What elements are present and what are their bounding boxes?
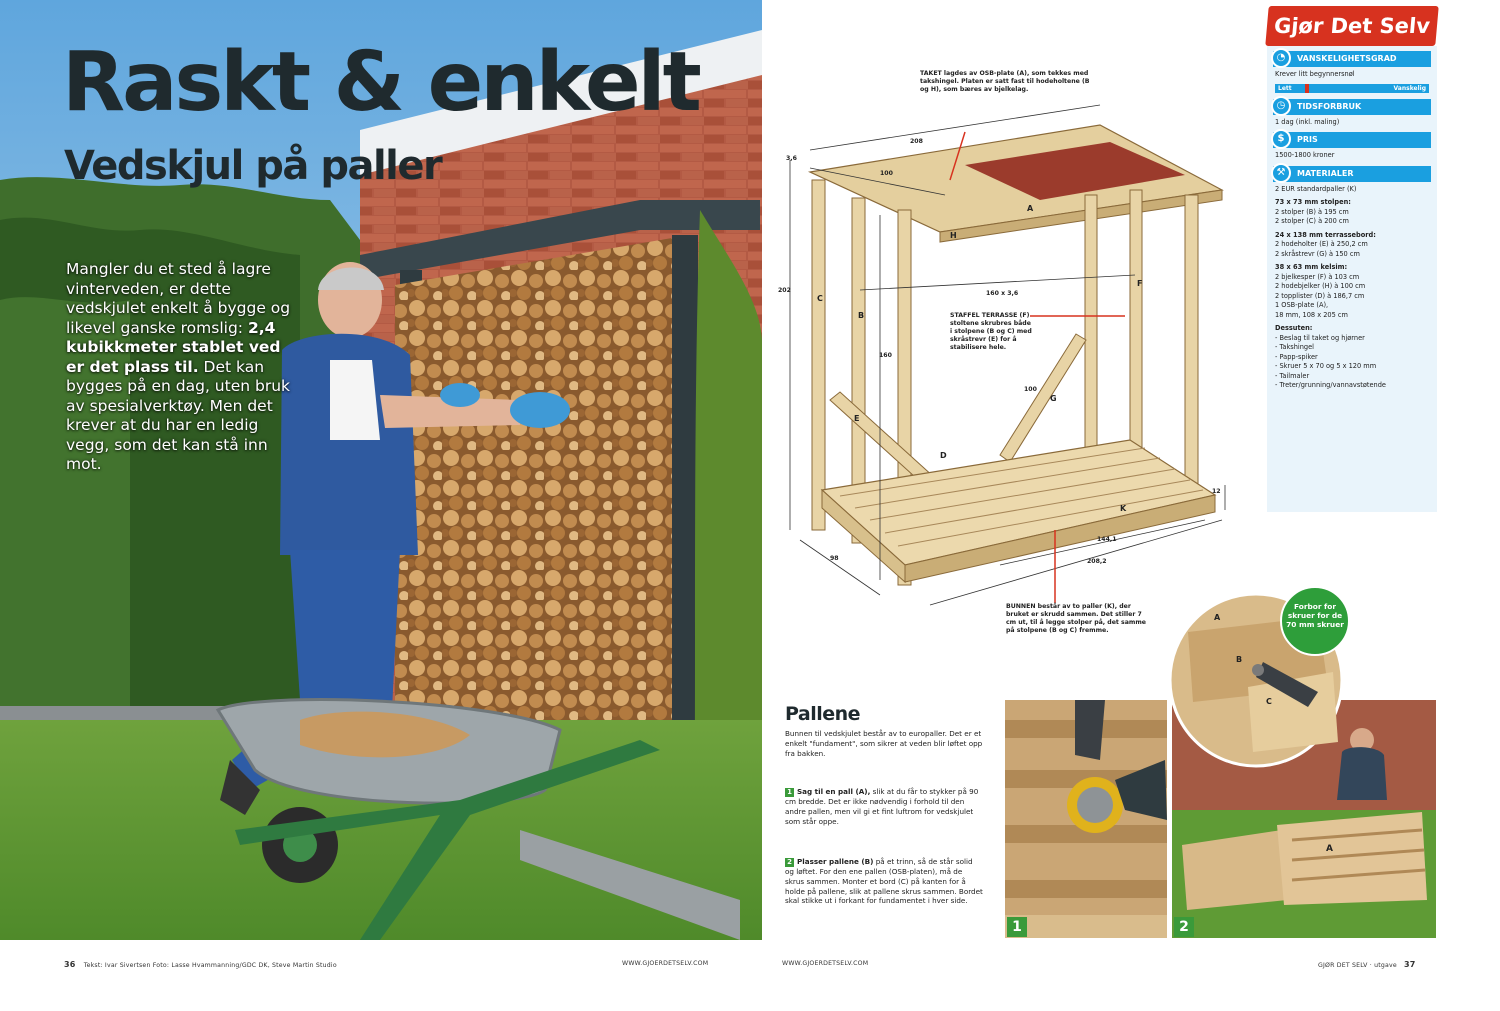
- step-1: [785, 787, 983, 826]
- step-2: [785, 857, 983, 906]
- materials-item: 18 mm, 108 x 205 cm: [1275, 310, 1348, 319]
- materials-item: - Beslag til taket og hjørner: [1275, 333, 1365, 342]
- part-label-e: E: [854, 414, 860, 423]
- inset-label-a: A: [1214, 613, 1221, 622]
- part-label-f: F: [1137, 279, 1143, 288]
- callout-frame: STAFFEL TERRASSE (F) stoltene skrubres både i stolpene (B og C) med skråstrevr (E) for å stabilisere hele.: [950, 312, 1032, 351]
- coin-icon: $: [1271, 129, 1291, 149]
- dim-depth-bottom: 98: [830, 555, 839, 562]
- difficulty-text: Krever litt begynnersnøl: [1275, 70, 1355, 78]
- difficulty-bar: [1275, 84, 1429, 93]
- dim-height-left: 202: [778, 287, 791, 294]
- drill-tip-badge: Forbor for skruer for de 70 mm skruer: [1280, 586, 1350, 656]
- section-badge: Gjør Det Selv: [1265, 6, 1438, 46]
- materials-item: 2 hodebjelker (H) à 100 cm: [1275, 282, 1366, 290]
- dim-beam: 160 x 3,6: [986, 290, 1019, 297]
- materials-item: - Treter/grunning/vannavstøtende: [1275, 381, 1386, 389]
- gauge-icon: ◔: [1271, 48, 1291, 68]
- step-1-number: 1: [785, 788, 794, 797]
- photo-tag-1: 1: [1007, 917, 1027, 937]
- step-2-lead: Plasser pallene (B): [797, 857, 874, 866]
- step-1-text: slik at du får to stykker på 90 cm bredde. Det er ikke nødvendig i forhold til den andre pallen, men vil gi et fint luftrom for vedskjulet som står oppe.: [785, 787, 979, 826]
- part-label-b: B: [858, 311, 865, 320]
- page-title: Raskt & enkelt: [62, 35, 699, 130]
- step-1-photo: [1005, 700, 1167, 938]
- time-text: 1 dag (inkl. maling): [1275, 117, 1340, 126]
- materials-item: 24 x 138 mm terrassebord:: [1275, 230, 1376, 239]
- price-heading: $ PRIS: [1273, 132, 1431, 148]
- part-label-d: D: [940, 451, 947, 460]
- dim-roof-depth: 100: [880, 170, 893, 177]
- footer-right: [1318, 960, 1416, 969]
- materials-heading: ⚒ MATERIALER: [1273, 166, 1431, 182]
- photo-label-a: A: [1326, 844, 1333, 854]
- footer-left: [64, 960, 337, 969]
- materials-item: 2 bjelkesper (F) à 103 cm: [1275, 272, 1360, 281]
- footer-site-left: WWW.GJOERDETSELV.COM: [622, 960, 709, 967]
- dim-brace: 100: [1024, 386, 1037, 393]
- materials-item: - Papp-spiker: [1275, 352, 1318, 361]
- materials-item: 73 x 73 mm stolpen:: [1275, 198, 1351, 206]
- part-label-h: H: [950, 231, 957, 240]
- materials-item: 2 stolper (B) à 195 cm: [1275, 207, 1349, 216]
- intro-part1: Mangler du et sted å lagre vinterveden, er dette vedskjulet enkelt å bygge og likevel ganske romslig:: [66, 260, 291, 337]
- photo-tag-2: 2: [1174, 917, 1194, 937]
- part-label-c: C: [817, 294, 823, 303]
- difficulty-low: Lett: [1278, 84, 1292, 92]
- price-text: 1500-1800 kroner: [1275, 151, 1335, 159]
- section-title-pallene: Pallene: [785, 703, 861, 725]
- part-label-k: K: [1120, 504, 1127, 513]
- materials-item: 2 hodeholter (E) à 250,2 cm: [1275, 240, 1368, 248]
- intro-bold: 2,4 kubikkmeter stablet ved er det plass til.: [66, 318, 281, 376]
- materials-item: 2 EUR standardpaller (K): [1275, 184, 1357, 193]
- materials-item: Dessuten:: [1275, 324, 1313, 332]
- materials-item: - Tailmaler: [1275, 371, 1310, 380]
- materials-item: - Takshingel: [1275, 343, 1314, 351]
- materials-list: [1267, 185, 1437, 391]
- intro-text: [66, 260, 296, 475]
- step-2-text: på et trinn, så de står solid og løftet. For den ene pallen (OSB-platen), må de skrus sammen. Monter et bord (C) på kanten for å holde på pallene, slik at pallene skrus sammen. Bordet skal stikke ut i forkant for fundamentet i hver side.: [785, 857, 983, 906]
- inset-label-c: C: [1266, 697, 1272, 706]
- footer-credits: Tekst: Ivar Sivertsen Foto: Lasse Hvammanning/GDC DK, Steve Martin Studio: [83, 962, 337, 969]
- dim-roof-width: 208: [910, 138, 923, 145]
- dim-height-post: 160: [879, 352, 892, 359]
- intro-part2: Det kan bygges på en dag, uten bruk av spesialverktøy. Men det krever at du har en ledig vegg, som det kan stå inn mot.: [66, 357, 291, 473]
- time-heading: ◷ TIDSFORBRUK: [1273, 99, 1431, 115]
- difficulty-marker: [1305, 84, 1309, 93]
- materials-item: - Skruer 5 x 70 og 5 x 120 mm: [1275, 362, 1377, 370]
- difficulty-heading: ◔ VANSKELIGHETSGRAD: [1273, 51, 1431, 67]
- left-page: [0, 0, 762, 940]
- part-label-a: A: [1027, 204, 1034, 213]
- info-box: [1267, 46, 1437, 512]
- footer-site-right: WWW.GJOERDETSELV.COM: [782, 960, 869, 967]
- inset-label-d: B: [1236, 655, 1243, 664]
- dim-roof-edge: 3,6: [786, 155, 797, 162]
- dim-width-inner: 144,1: [1097, 536, 1117, 543]
- footer-issue: GJØR DET SELV · utgave: [1318, 962, 1397, 969]
- clock-icon: ◷: [1271, 96, 1291, 116]
- page-subtitle: Vedskjul på paller: [64, 143, 442, 189]
- page-number-left: 36: [64, 960, 76, 969]
- materials-item: 1 OSB-plate (A),: [1275, 301, 1329, 309]
- page-number-right: 37: [1404, 960, 1416, 969]
- materials-item: 2 skråstrevr (G) à 150 cm: [1275, 249, 1360, 258]
- part-label-g: G: [1050, 394, 1057, 403]
- hammer-icon: ⚒: [1271, 163, 1291, 183]
- step-1-lead: Sag til en pall (A),: [797, 787, 871, 796]
- callout-roof: TAKET lagdes av OSB-plate (A), som tekkes med takshingel. Platen er satt fast til hodeholtene (B og H), som bæres av bjelkelag.: [920, 70, 1090, 93]
- callout-pallet: BUNNEN består av to paller (K), der bruket er skrudd sammen. Det stiller 7 cm ut, til å legge stolper på, det samme på stolpene (B og C) fremme.: [1006, 603, 1146, 634]
- step-2-number: 2: [785, 858, 794, 867]
- pallene-intro: Bunnen til vedskjulet består av to europaller. Det er et enkelt "fundament", som sikrer at veden blir løftet opp fra bakken.: [785, 729, 983, 758]
- materials-item: 2 topplister (D) à 186,7 cm: [1275, 291, 1365, 300]
- difficulty-high: Vanskelig: [1393, 84, 1426, 92]
- materials-item: 38 x 63 mm kelsim:: [1275, 263, 1348, 271]
- dim-height-pallet: 12: [1212, 488, 1221, 495]
- dim-width-bottom: 208,2: [1087, 558, 1107, 565]
- materials-item: 2 stolper (C) à 200 cm: [1275, 217, 1349, 225]
